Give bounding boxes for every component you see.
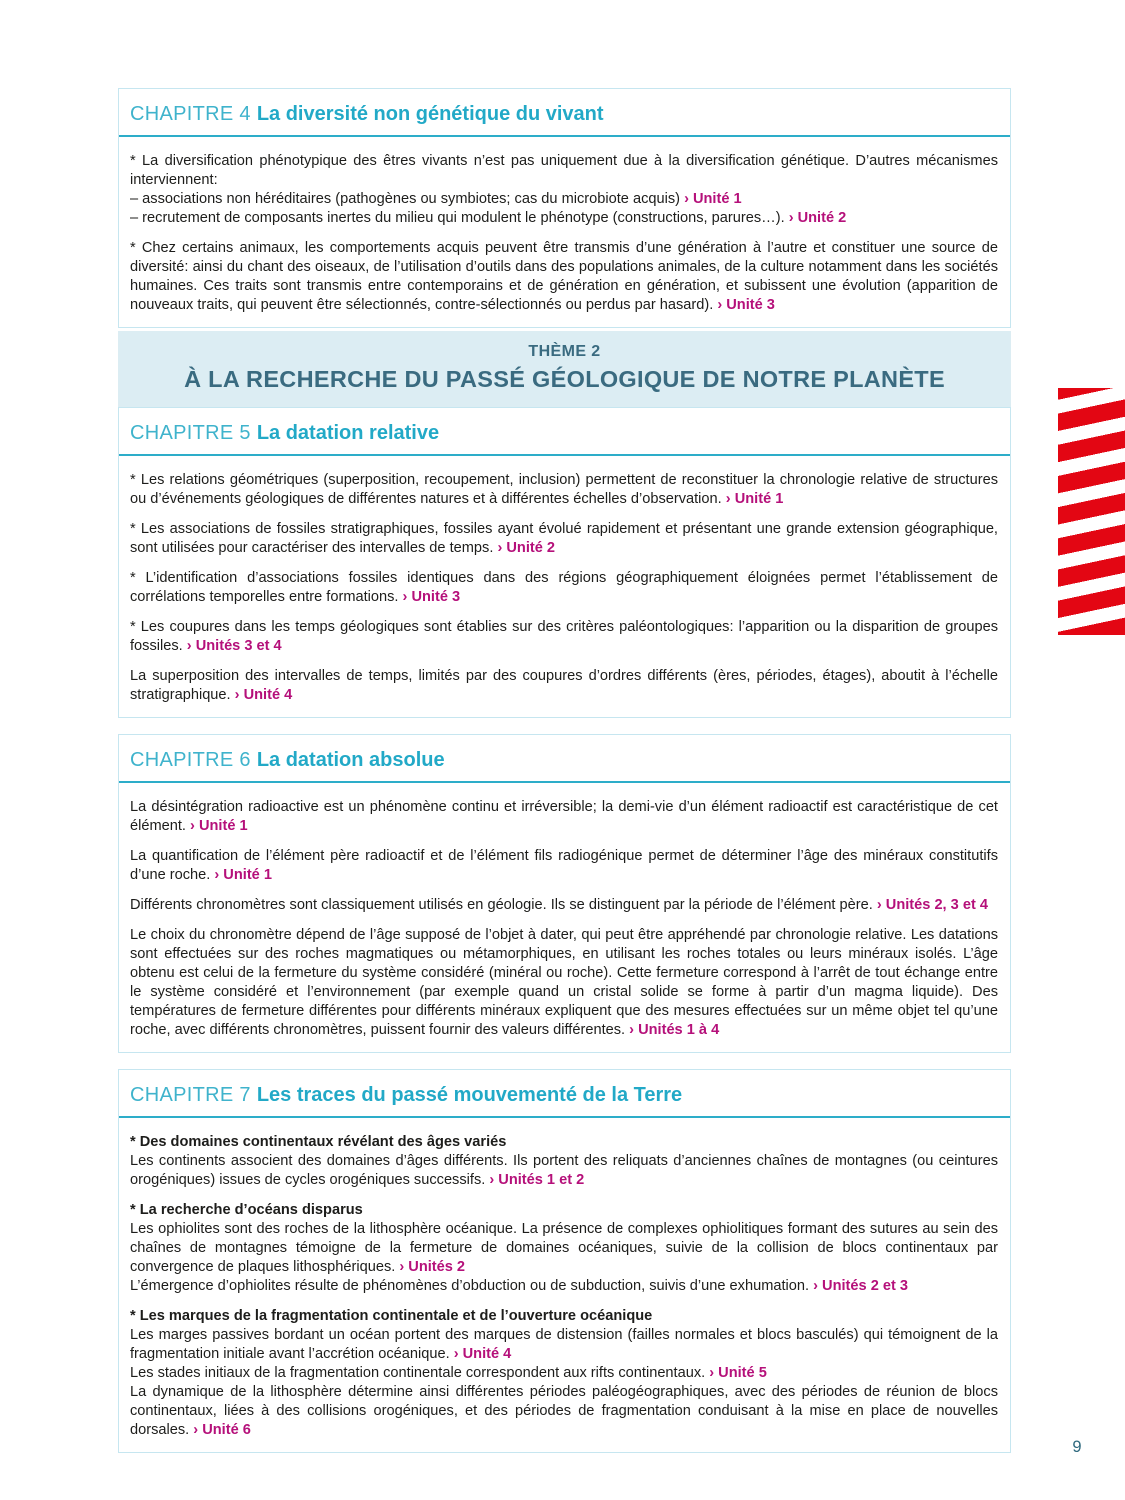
body-text: * Chez certains animaux, les comportements acquis peuvent être transmis d’une génération à l’autre et constituer une source de diversité: ainsi du chant des oiseaux, de l’utilisation d’outils dans des populations animales, de la culture notamment dans les sociétés humaines. Ces traits sont transmis entre contemporains et de génération en génération, et subissent une évolution (apparition de nouveaux traits, qui peuvent être sélectionnés, contre-sélectionnés ou perdus par hasard).	[130, 240, 998, 313]
body-text: * Les coupures dans les temps géologiques sont établies sur des critères paléontologiques: l’apparition ou la disparition de groupes fossiles.	[130, 619, 998, 654]
unit-reference: › Unités 1 et 2	[489, 1172, 585, 1188]
paragraph	[130, 847, 998, 885]
paragraph	[130, 798, 998, 836]
unit-reference: › Unité 3	[402, 589, 461, 605]
sub-heading: * Les marques de la fragmentation continentale et de l’ouverture océanique	[130, 1308, 653, 1324]
unit-reference: › Unités 2 et 3	[813, 1278, 909, 1294]
paragraph	[130, 152, 998, 228]
paragraph	[130, 520, 998, 558]
body-text: – recrutement de composants inertes du milieu qui modulent le phénotype (constructions, parures…).	[130, 210, 789, 226]
paragraph	[130, 569, 998, 607]
paragraph	[130, 667, 998, 705]
unit-reference: › Unités 1 à 4	[629, 1022, 720, 1038]
body-text: Le choix du chronomètre dépend de l’âge supposé de l’objet à dater, qui peut être appréhendé par chronologie relative. Les datations sont effectuées sur des roches magmatiques ou métamorphiques, en utilisant les roches totales ou leurs minéraux isolés. L’âge obtenu est celui de la fermeture du système considéré (minéral ou roche). Cette fermeture correspond à l’arrêt de tout échange entre le système considéré et l’environnement (par exemple quand un cristal solide se forme à partir d’un magma liquide). Des températures de fermeture différentes pour différents minéraux expliquent que des mesures effectuées sur un même objet tel qu’une roche, avec différents chronomètres, puissent fournir des valeurs différentes.	[130, 927, 998, 1038]
paragraph	[130, 1133, 998, 1190]
chapter-section-chapitre-5	[118, 407, 1011, 718]
main-content-column	[118, 88, 1011, 1469]
chapter-label: CHAPITRE 4	[130, 103, 251, 125]
unit-reference: › Unité 1	[190, 818, 248, 834]
unit-reference: › Unités 3 et 4	[186, 638, 282, 654]
chapter-title: La diversité non génétique du vivant	[256, 103, 604, 125]
chapter-title: La datation absolue	[256, 749, 445, 771]
chapter-header	[119, 735, 1010, 783]
chapter-section-chapitre-7	[118, 1069, 1011, 1453]
paragraph	[130, 1307, 998, 1440]
paragraph	[130, 926, 998, 1040]
body-text: * Les relations géométriques (superposition, recoupement, inclusion) permettent de reconstituer la chronologie relative de structures ou d’événements géologiques de différentes natures et à différentes échelles d’observation.	[130, 472, 998, 507]
theme-kicker: THÈME 2	[528, 343, 601, 360]
body-text: La désintégration radioactive est un phénomène continu et irréversible; la demi-vie d’un élément radioactif est caractéristique de cet élément.	[130, 799, 998, 834]
body-text: * L’identification d’associations fossiles identiques dans des régions géographiquement éloignées permet l’établissement de corrélations temporelles entre formations.	[130, 570, 998, 605]
body-text: La dynamique de la lithosphère détermine ainsi différentes périodes paléogéographiques, avec des périodes de réunion de blocs continentaux, liées à des collisions orogéniques, et des périodes de fragmentation conduisant à la mise en place de nouvelles dorsales.	[130, 1384, 998, 1438]
chapter-header	[119, 408, 1010, 456]
body-text: Les continents associent des domaines d’âges différents. Ils portent des reliquats d’anciennes chaînes de montagnes (ou ceintures orogéniques) issues de cycles orogéniques successifs.	[130, 1153, 998, 1188]
chapter-body	[119, 783, 1010, 1052]
theme-banner	[118, 331, 1011, 407]
unit-reference: › Unité 2	[788, 210, 847, 226]
chapter-section-chapitre-4	[118, 88, 1011, 328]
chapter-header	[119, 1070, 1010, 1118]
page-number: 9	[1072, 1438, 1082, 1456]
chapter-label: CHAPITRE 7	[130, 1084, 251, 1106]
paragraph	[130, 471, 998, 509]
body-text: La superposition des intervalles de temps, limités par des coupures d’ordres différents (ères, périodes, étages), aboutit à l’échelle stratigraphique.	[130, 668, 998, 703]
unit-reference: › Unités 2, 3 et 4	[876, 897, 988, 913]
unit-reference: › Unités 2	[399, 1259, 466, 1275]
body-text: La quantification de l’élément père radioactif et de l’élément fils radiogénique permet de déterminer l’âge des minéraux constitutifs d’une roche.	[130, 848, 998, 883]
body-text: Les stades initiaux de la fragmentation continentale correspondent aux rifts continentaux.	[130, 1365, 710, 1381]
chapter-sections-top	[118, 88, 1011, 328]
unit-reference: › Unité 3	[717, 297, 775, 313]
body-text: * La diversification phénotypique des êtres vivants n’est pas uniquement due à la diversification génétique. D’autres mécanismes interviennent:	[130, 153, 998, 188]
chapter-header	[119, 89, 1010, 137]
chapter-label: CHAPITRE 5	[130, 422, 251, 444]
chapter-body	[119, 1118, 1010, 1452]
theme-title: À LA RECHERCHE DU PASSÉ GÉOLOGIQUE DE NOTRE PLANÈTE	[184, 366, 945, 392]
body-text: L’émergence d’ophiolites résulte de phénomènes d’obduction ou de subduction, suivis d’une exhumation.	[130, 1278, 814, 1294]
sub-heading: * Des domaines continentaux révélant des âges variés	[130, 1134, 507, 1150]
body-text: * Les associations de fossiles stratigraphiques, fossiles ayant évolué rapidement et présentant une grande extension géographique, sont utilisées pour caractériser des intervalles de temps.	[130, 521, 998, 556]
paragraph	[130, 1201, 998, 1296]
body-text: Les ophiolites sont des roches de la lithosphère océanique. La présence de complexes ophiolitiques formant des sutures au sein des chaînes de montagnes témoigne de la fermeture de domaines océaniques, suivie de la collision de blocs continentaux par convergence de plaques lithosphériques.	[130, 1221, 998, 1275]
chapter-body	[119, 456, 1010, 717]
chapter-title: La datation relative	[256, 422, 440, 444]
unit-reference: › Unité 4	[234, 687, 293, 703]
body-text: Différents chronomètres sont classiquement utilisés en géologie. Ils se distinguent par la période de l’élément père.	[130, 897, 877, 913]
unit-reference: › Unité 1	[684, 191, 742, 207]
unit-reference: › Unité 1	[725, 491, 784, 507]
body-text: Les marges passives bordant un océan portent des marques de distension (failles normales et blocs basculés) qui témoignent de la fragmentation initiale avant l’accrétion océanique.	[130, 1327, 998, 1362]
chapter-title: Les traces du passé mouvementé de la Terre	[256, 1084, 683, 1106]
sub-heading: * La recherche d’océans disparus	[130, 1202, 363, 1218]
unit-reference: › Unité 6	[193, 1422, 251, 1438]
chapter-sections	[118, 407, 1011, 1453]
paragraph	[130, 896, 998, 915]
red-diagonal-stripes-decoration	[1058, 388, 1125, 635]
unit-reference: › Unité 2	[497, 540, 556, 556]
chapter-body	[119, 137, 1010, 327]
unit-reference: › Unité 5	[709, 1365, 767, 1381]
chapter-label: CHAPITRE 6	[130, 749, 251, 771]
unit-reference: › Unité 4	[453, 1346, 512, 1362]
body-text: – associations non héréditaires (pathogènes ou symbiotes; cas du microbiote acquis)	[130, 191, 685, 207]
unit-reference: › Unité 1	[214, 867, 272, 883]
paragraph	[130, 618, 998, 656]
chapter-section-chapitre-6	[118, 734, 1011, 1053]
paragraph	[130, 239, 998, 315]
